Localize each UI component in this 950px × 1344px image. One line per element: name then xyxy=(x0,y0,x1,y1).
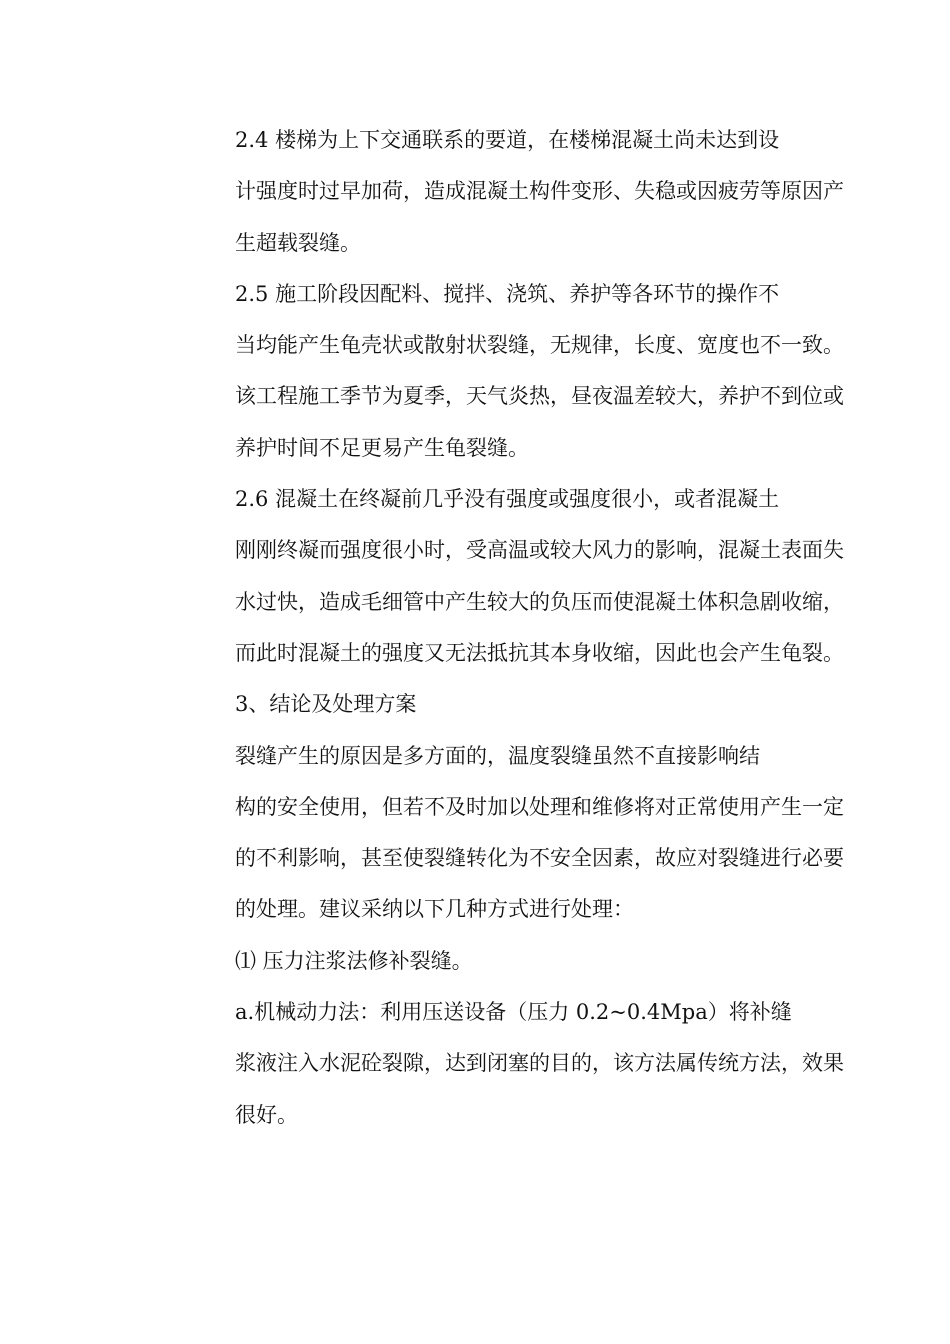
text-line: 当均能产生龟壳状或散射状裂缝，无规律，长度、宽度也不一致。 xyxy=(235,333,844,358)
paragraph-conclusion xyxy=(147,731,844,936)
paragraph-2-4 xyxy=(147,115,844,269)
text-line: a.机械动力法：利用压送设备（压力 0.2~0.4Mpa）将补缝 xyxy=(235,1000,792,1025)
text-line: 构的安全使用，但若不及时加以处理和维修将对正常使用产生一定 xyxy=(235,794,844,819)
text-line: 2.6 混凝土在终凝前几乎没有强度或强度很小，或者混凝土 xyxy=(235,487,780,512)
text-line: 刚刚终凝而强度很小时，受高温或较大风力的影响，混凝土表面失 xyxy=(235,538,844,563)
text-line: 浆液注入水泥砼裂隙，达到闭塞的目的，该方法属传统方法，效果 xyxy=(235,1051,844,1076)
text-line: 养护时间不足更易产生龟裂缝。 xyxy=(235,435,529,460)
text-line: 计强度时过早加荷，造成混凝土构件变形、失稳或因疲劳等原因产 xyxy=(235,179,844,204)
list-item-1 xyxy=(147,936,807,987)
text-line: 而此时混凝土的强度又无法抵抗其本身收缩，因此也会产生龟裂。 xyxy=(235,640,844,665)
text-line: 很好。 xyxy=(235,1102,298,1127)
text-line: 的处理。建议采纳以下几种方式进行处理： xyxy=(235,897,634,922)
section-heading-3 xyxy=(147,679,807,730)
paragraph-2-5 xyxy=(147,269,844,474)
text-line: 该工程施工季节为夏季，天气炎热，昼夜温差较大，养护不到位或 xyxy=(235,384,844,409)
text-line: 的不利影响，甚至使裂缝转化为不安全因素，故应对裂缝进行必要 xyxy=(235,846,844,871)
text-line: 生超载裂缝。 xyxy=(235,230,361,255)
text-line: ⑴ 压力注浆法修补裂缝。 xyxy=(235,948,473,973)
text-line: 裂缝产生的原因是多方面的，温度裂缝虽然不直接影响结 xyxy=(235,743,760,768)
text-line: 水过快，造成毛细管中产生较大的负压而使混凝土体积急剧收缩， xyxy=(235,589,844,614)
text-line: 2.4 楼梯为上下交通联系的要道，在楼梯混凝土尚未达到设 xyxy=(235,128,780,152)
text-line: 2.5 施工阶段因配料、搅拌、浇筑、养护等各环节的操作不 xyxy=(235,281,780,306)
document-body xyxy=(147,115,844,1141)
paragraph-2-6 xyxy=(147,474,844,679)
paragraph-method-a xyxy=(147,987,844,1141)
text-line: 3、结论及处理方案 xyxy=(235,692,417,717)
